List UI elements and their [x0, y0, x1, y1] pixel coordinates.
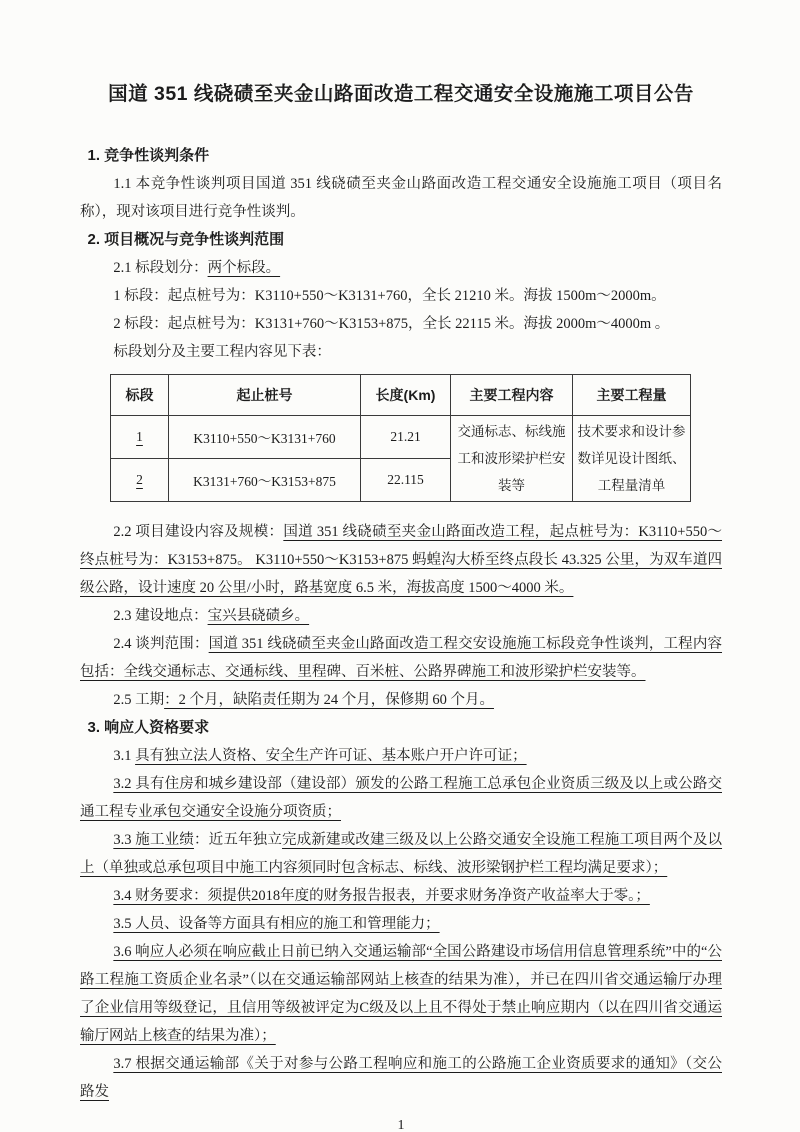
- text-run: 3.2 具有住房和城乡建设部（建设部）颁发的公路工程施工总承包企业资质三级及以上或公路交通工程专业承包交通安全设施分项资质；: [80, 776, 722, 820]
- cell-length: 22.115: [361, 459, 451, 502]
- section-2-range: [80, 310, 722, 338]
- text-run: 1.1 本竞争性谈判项目国道 351 线硗碛至夹金山路面改造工程交通安全设施施工项目（项目名称），现对该项目进行竞争性谈判。: [80, 176, 722, 220]
- section-1-range: [80, 282, 722, 310]
- text-run: 1. 竞争性谈判条件: [87, 147, 210, 164]
- clause-2-1: [80, 254, 722, 282]
- text-run: 标段划分及主要工程内容见下表：: [113, 344, 331, 360]
- clause-3-1: [80, 742, 722, 770]
- text-run: 2.5 工期: [113, 692, 165, 708]
- cell-section-no: [111, 416, 169, 459]
- clause-2-3: [80, 602, 722, 630]
- text-run: 1 标段：起点桩号为：K3110+550～K3131+760，全长 21210 米。海拔 1500m～2000m。: [113, 288, 666, 304]
- col-header-main-content: 主要工程内容: [451, 375, 573, 416]
- cell-section-no: [111, 459, 169, 502]
- page-number: 1: [397, 1118, 405, 1132]
- section-3-heading: [80, 714, 722, 742]
- text-run: 2.3 建设地点：: [113, 608, 208, 624]
- cell-stake-range: K3110+550～K3131+760: [169, 416, 361, 459]
- clause-2-2: [80, 518, 722, 602]
- col-header-length: 长度(Km): [361, 375, 451, 416]
- document-title: 国道 351 线硗碛至夹金山路面改造工程交通安全设施施工项目公告: [108, 83, 694, 105]
- col-header-section: 标段: [111, 375, 169, 416]
- table-intro: [80, 338, 722, 366]
- clause-3-3: [80, 826, 722, 882]
- text-run: 3. 响应人资格要求: [87, 719, 210, 736]
- clause-3-4: [80, 882, 722, 910]
- section-no-value: 1: [136, 429, 143, 444]
- text-run: 具有独立法人资格、安全生产许可证、基本账户开户许可证；: [135, 748, 527, 764]
- table-row: [111, 416, 691, 459]
- text-run: ：近五年独立: [193, 832, 283, 848]
- section-no-value: 2: [136, 472, 143, 487]
- text-run: 3.3 施工业绩: [113, 832, 194, 848]
- section-2-heading: [80, 226, 722, 254]
- text-run: ：2 个月，缺陷责任期为 24 个月，保修期 60 个月。: [164, 692, 494, 708]
- cell-main-quantity: 技术要求和设计参数详见设计图纸、工程量清单: [573, 416, 691, 502]
- text-run: 两个标段。: [207, 260, 281, 276]
- text-run: 2. 项目概况与竞争性谈判范围: [87, 231, 285, 248]
- cell-stake-range: K3131+760～K3153+875: [169, 459, 361, 502]
- clause-3-5: [80, 910, 722, 938]
- col-header-main-quantity: 主要工程量: [573, 375, 691, 416]
- clause-2-5: [80, 686, 722, 714]
- text-run: 3.7 根据交通运输部《关于对参与公路工程响应和施工的公路施工企业资质要求的通知》（交公路发: [80, 1056, 722, 1100]
- clause-3-6: [80, 938, 722, 1050]
- document-section-bottom: [80, 518, 722, 1106]
- text-run: 3.4 财务要求：须提供2018年度的财务报告报表，并要求财务净资产收益率大于零。；: [113, 888, 650, 904]
- text-run: 2.2 项目建设内容及规模：: [113, 524, 284, 540]
- text-run: 2.1 标段划分：: [113, 260, 208, 276]
- clause-2-4: [80, 630, 722, 686]
- table-header-row: [111, 375, 691, 416]
- text-run: 2.4 谈判范围：: [113, 636, 209, 652]
- text-run: 国道 351 线硗碛至夹金山路面改造工程交安设施施工标段竞争性谈判，工程内容包括：全线交通标志、交通标线、里程碑、百米桩、公路界碑施工和波形梁护栏安装等。: [80, 636, 723, 680]
- clause-3-2: [80, 770, 722, 826]
- cell-length: 21.21: [361, 416, 451, 459]
- col-header-stake-range: 起止桩号: [169, 375, 361, 416]
- clause-3-7: [80, 1050, 722, 1106]
- section-1-heading: [80, 142, 722, 170]
- text-run: 完成新建或改建三级及以上公路交通安全设施工程施工项目两个及以上（单独或总承包项目中施工内容须同时包含标志、标线、波形梁钢护栏工程均满足要求）；: [80, 832, 723, 876]
- text-run: 2 标段：起点桩号为：K3131+760～K3153+875，全长 22115 米。海拔 2000m～4000m 。: [113, 316, 670, 332]
- text-run: 国道 351 线硗碛至夹金山路面改造工程，起点桩号为：K3110+550～终点桩号为：K3153+875。 K3110+550～K3153+875 蚂蝗沟大桥至终点段长 43.325 公里，为双车道四级公路，设计速度 20 公里/小时，路基宽度 6.5 米，海拔高度 1500～4000 米。: [80, 524, 723, 596]
- bid-sections-table-wrapper: [110, 374, 722, 502]
- text-run: 宝兴县硗碛乡。: [207, 608, 310, 624]
- bid-sections-table: [110, 374, 691, 502]
- text-run: 3.1: [113, 748, 136, 764]
- cell-main-content: 交通标志、标线施工和波形梁护栏安装等: [451, 416, 573, 502]
- clause-1-1: [80, 170, 722, 226]
- text-run: 3.6 响应人必须在响应截止日前已纳入交通运输部“全国公路建设市场信用信息管理系统”中的“公路工程施工资质企业名录”（以在交通运输部网站上核查的结果为准），并已在四川省交通运输厅办理了企业信用等级登记，且信用等级被评定为C级及以上且不得处于禁止响应期内（以在四川省交通运输厅网站上核查的结果为准）；: [80, 944, 722, 1044]
- text-run: 3.5 人员、设备等方面具有相应的施工和管理能力；: [113, 916, 440, 932]
- document-section-top: [80, 142, 722, 366]
